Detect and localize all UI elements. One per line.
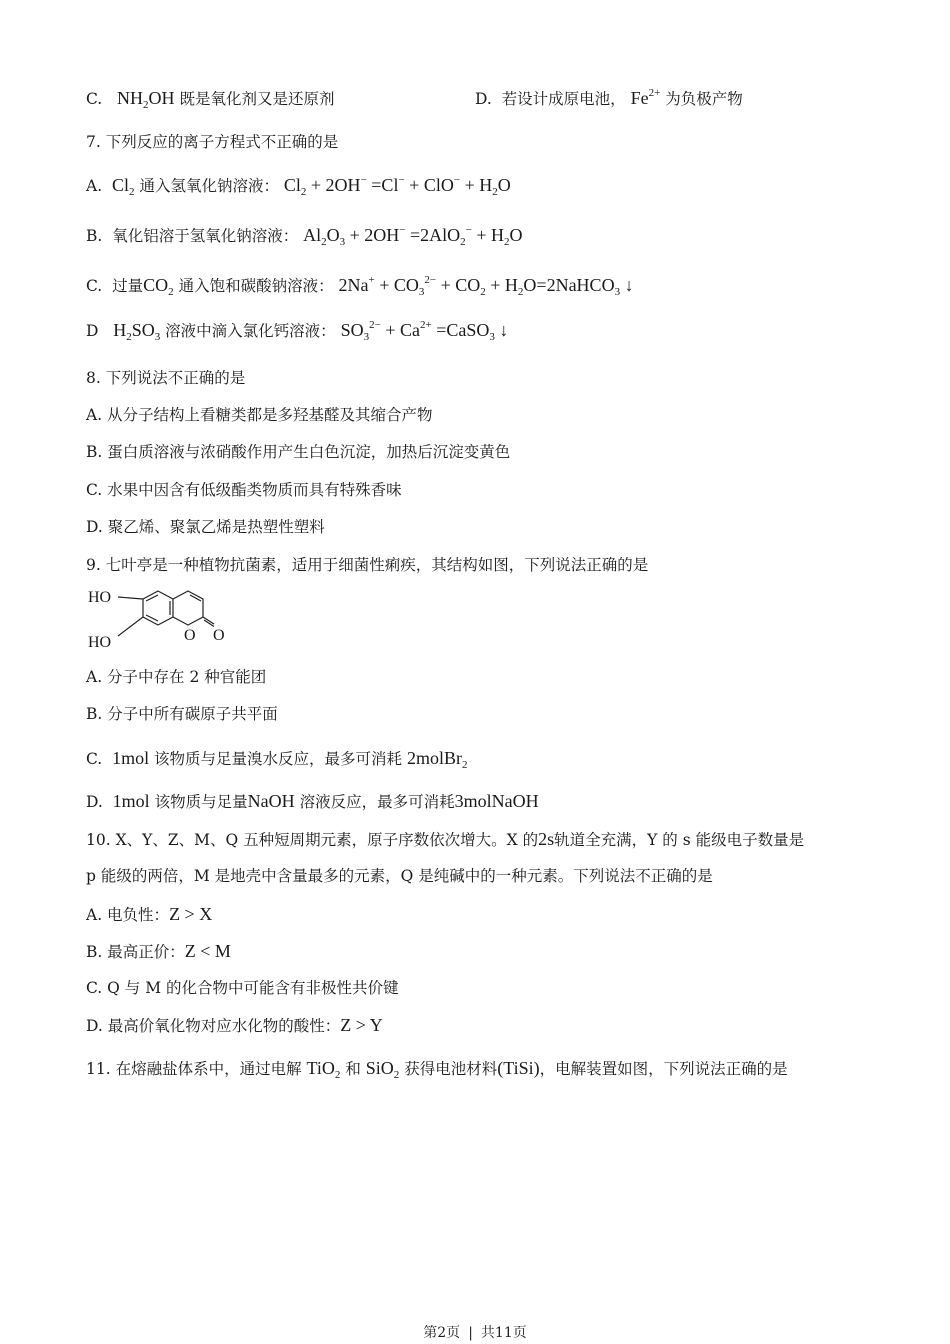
formula-nh2oh: $NH_2OH$ — [117, 88, 175, 111]
equation-a: $Cl_2 + 2OH^- =Cl^- + ClO^- + H_2O$ — [283, 174, 511, 198]
esculetin-structure — [86, 588, 236, 650]
q7-option-a: A. $Cl_2$ 通入氢氧化钠溶液： $Cl_2 + 2OH^- =Cl^- + ClO^- + H_2O$ — [86, 174, 511, 198]
q9-option-d: D. 1mol 该物质与足量NaOH 溶液反应，最多可消耗3molNaOH — [86, 791, 539, 811]
q9-option-c: C. 1mol 该物质与足量溴水反应，最多可消耗 2molBr$_2$ — [86, 748, 468, 771]
q11-stem: 11. 在熔融盐体系中，通过电解 TiO$_2$ 和 SiO$_2$ 获得电池材料(TiSi)，电解装置如图，下列说法正确的是 — [86, 1058, 788, 1081]
q8-option-a: A. 从分子结构上看糖类都是多羟基醛及其缩合产物 — [86, 406, 433, 424]
q8-option-b: B. 蛋白质溶液与浓硝酸作用产生白色沉淀，加热后沉淀变黄色 — [86, 443, 511, 461]
q6-option-d: D. 若设计成原电池， $Fe^{2+}$ 为负极产物 — [475, 87, 743, 108]
q10-option-c: C. Q 与 M 的化合物中可能含有非极性共价键 — [86, 979, 399, 997]
equation-c: $2Na^+ + CO_3^{2-} + CO_2$ + $H_2O=2NaHCO_3$ ↓ — [338, 274, 634, 298]
page-total: 共11页 — [480, 1325, 527, 1341]
q6-option-c: C. $NH_2OH$ 既是氧化剂又是还原剂 — [86, 88, 335, 111]
q10-option-b: B. 最高正价：Z < M — [86, 941, 231, 961]
q9-option-b: B. 分子中所有碳原子共平面 — [86, 705, 278, 723]
carbonyl-o-label: O — [213, 627, 225, 644]
q9-stem: 9. 七叶亭是一种植物抗菌素，适用于细菌性痢疾，其结构如图，下列说法正确的是 — [86, 556, 649, 574]
q9-option-a: A. 分子中存在 2 种官能团 — [86, 668, 267, 686]
q8-stem: 8. 下列说法不正确的是 — [86, 369, 246, 387]
q7-option-b: B. 氧化铝溶于氢氧化钠溶液： $Al_2O_3 + 2OH^- =2AlO_2^- + H_2O$ — [86, 224, 523, 248]
equation-d: $SO_3^{2-} + Ca^{2+}$ =CaSO$_3$ ↓ — [340, 319, 509, 343]
page-footer: 第2页 | 共11页 — [423, 1325, 527, 1341]
q7-option-c: C. 过量$CO_2$ 通入饱和碳酸钠溶液： $2Na^+ + CO_3^{2-} + CO_2$ + $H_2O=2NaHCO_3$ ↓ — [86, 274, 634, 298]
q8-option-d: D. 聚乙烯、聚氯乙烯是热塑性塑料 — [86, 518, 325, 536]
q7-option-d: D $H_2SO_3$ 溶液中滴入氯化钙溶液： $SO_3^{2-} + Ca^{2+}$ =CaSO$_3$ ↓ — [86, 319, 509, 343]
ring-o-label: O — [184, 627, 196, 644]
page-number: 第2页 — [423, 1325, 461, 1341]
q8-option-c: C. 水果中因含有低级酯类物质而具有特殊香味 — [86, 481, 402, 499]
q10-stem-line1: 10. X、Y、Z、M、Q 五种短周期元素，原子序数依次增大。X 的2s轨道全充满，Y 的 s 能级电子数量是 — [86, 829, 805, 849]
ho-top-label: HO — [88, 589, 112, 606]
formula-fe2: $Fe^{2+}$ — [630, 87, 661, 108]
q10-stem-line2: p 能级的两倍，M 是地壳中含量最多的元素，Q 是纯碱中的一种元素。下列说法不正确的是 — [86, 867, 713, 885]
q7-stem: 7. 下列反应的离子方程式不正确的是 — [86, 133, 339, 151]
ho-bottom-label: HO — [88, 634, 112, 651]
q10-option-d: D. 最高价氧化物对应水化物的酸性：Z > Y — [86, 1015, 383, 1035]
q10-option-a: A. 电负性：Z > X — [86, 904, 213, 924]
equation-b: $Al_2O_3 + 2OH^- =2AlO_2^- + H_2O$ — [303, 224, 523, 248]
